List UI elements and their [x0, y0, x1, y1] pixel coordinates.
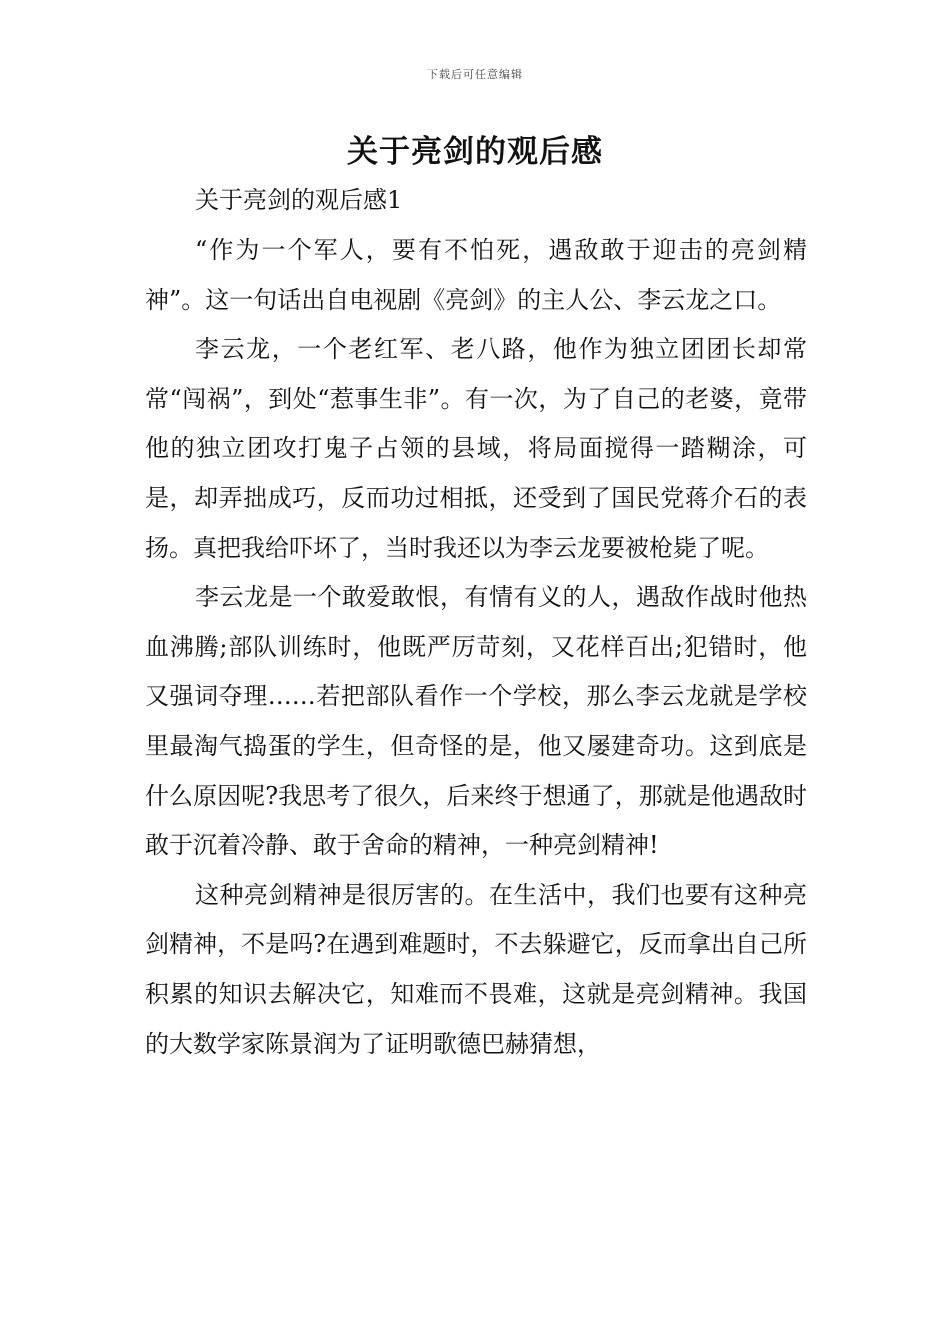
paragraph-1: “作为一个军人，要有不怕死，遇敌敢于迎击的亮剑精神”。这一句话出自电视剧《亮剑》的主人公、李云龙之口。	[145, 236, 807, 314]
paragraph-3: 李云龙是一个敢爱敢恨，有情有义的人，遇敌作战时他热血沸腾;部队训练时，他既严厉苛刻，又花样百出;犯错时，他又强词夺理……若把部队看作一个学校，那么李云龙就是学校里最淘气捣蛋的学生，但奇怪的是，他又屡建奇功。这到底是什么原因呢?我思考了很久，后来终于想通了，那就是他遇敌时敢于沉着冷静、敢于舍命的精神，一种亮剑精神!	[145, 583, 807, 860]
header-note: 下载后可任意编辑	[427, 68, 523, 81]
document-body	[145, 226, 807, 1069]
paragraph-2: 李云龙，一个老红军、老八路，他作为独立团团长却常常“闯祸”，到处“惹事生非”。有一次，为了自己的老婆，竟带他的独立团攻打鬼子占领的县域，将局面搅得一踏糊涂，可是，却弄拙成巧，反而功过相抵，还受到了国民党蒋介石的表扬。真把我给吓坏了，当时我还以为李云龙要被枪毙了呢。	[145, 335, 807, 562]
paragraph-4: 这种亮剑精神是很厉害的。在生活中，我们也要有这种亮剑精神，不是吗?在遇到难题时，不去躲避它，反而拿出自己所积累的知识去解决它，知难而不畏难，这就是亮剑精神。我国的大数学家陈景润为了证明歌德巴赫猜想，	[145, 880, 807, 1058]
document-subtitle: 关于亮剑的观后感1	[195, 186, 403, 214]
document-title: 关于亮剑的观后感	[347, 134, 603, 170]
